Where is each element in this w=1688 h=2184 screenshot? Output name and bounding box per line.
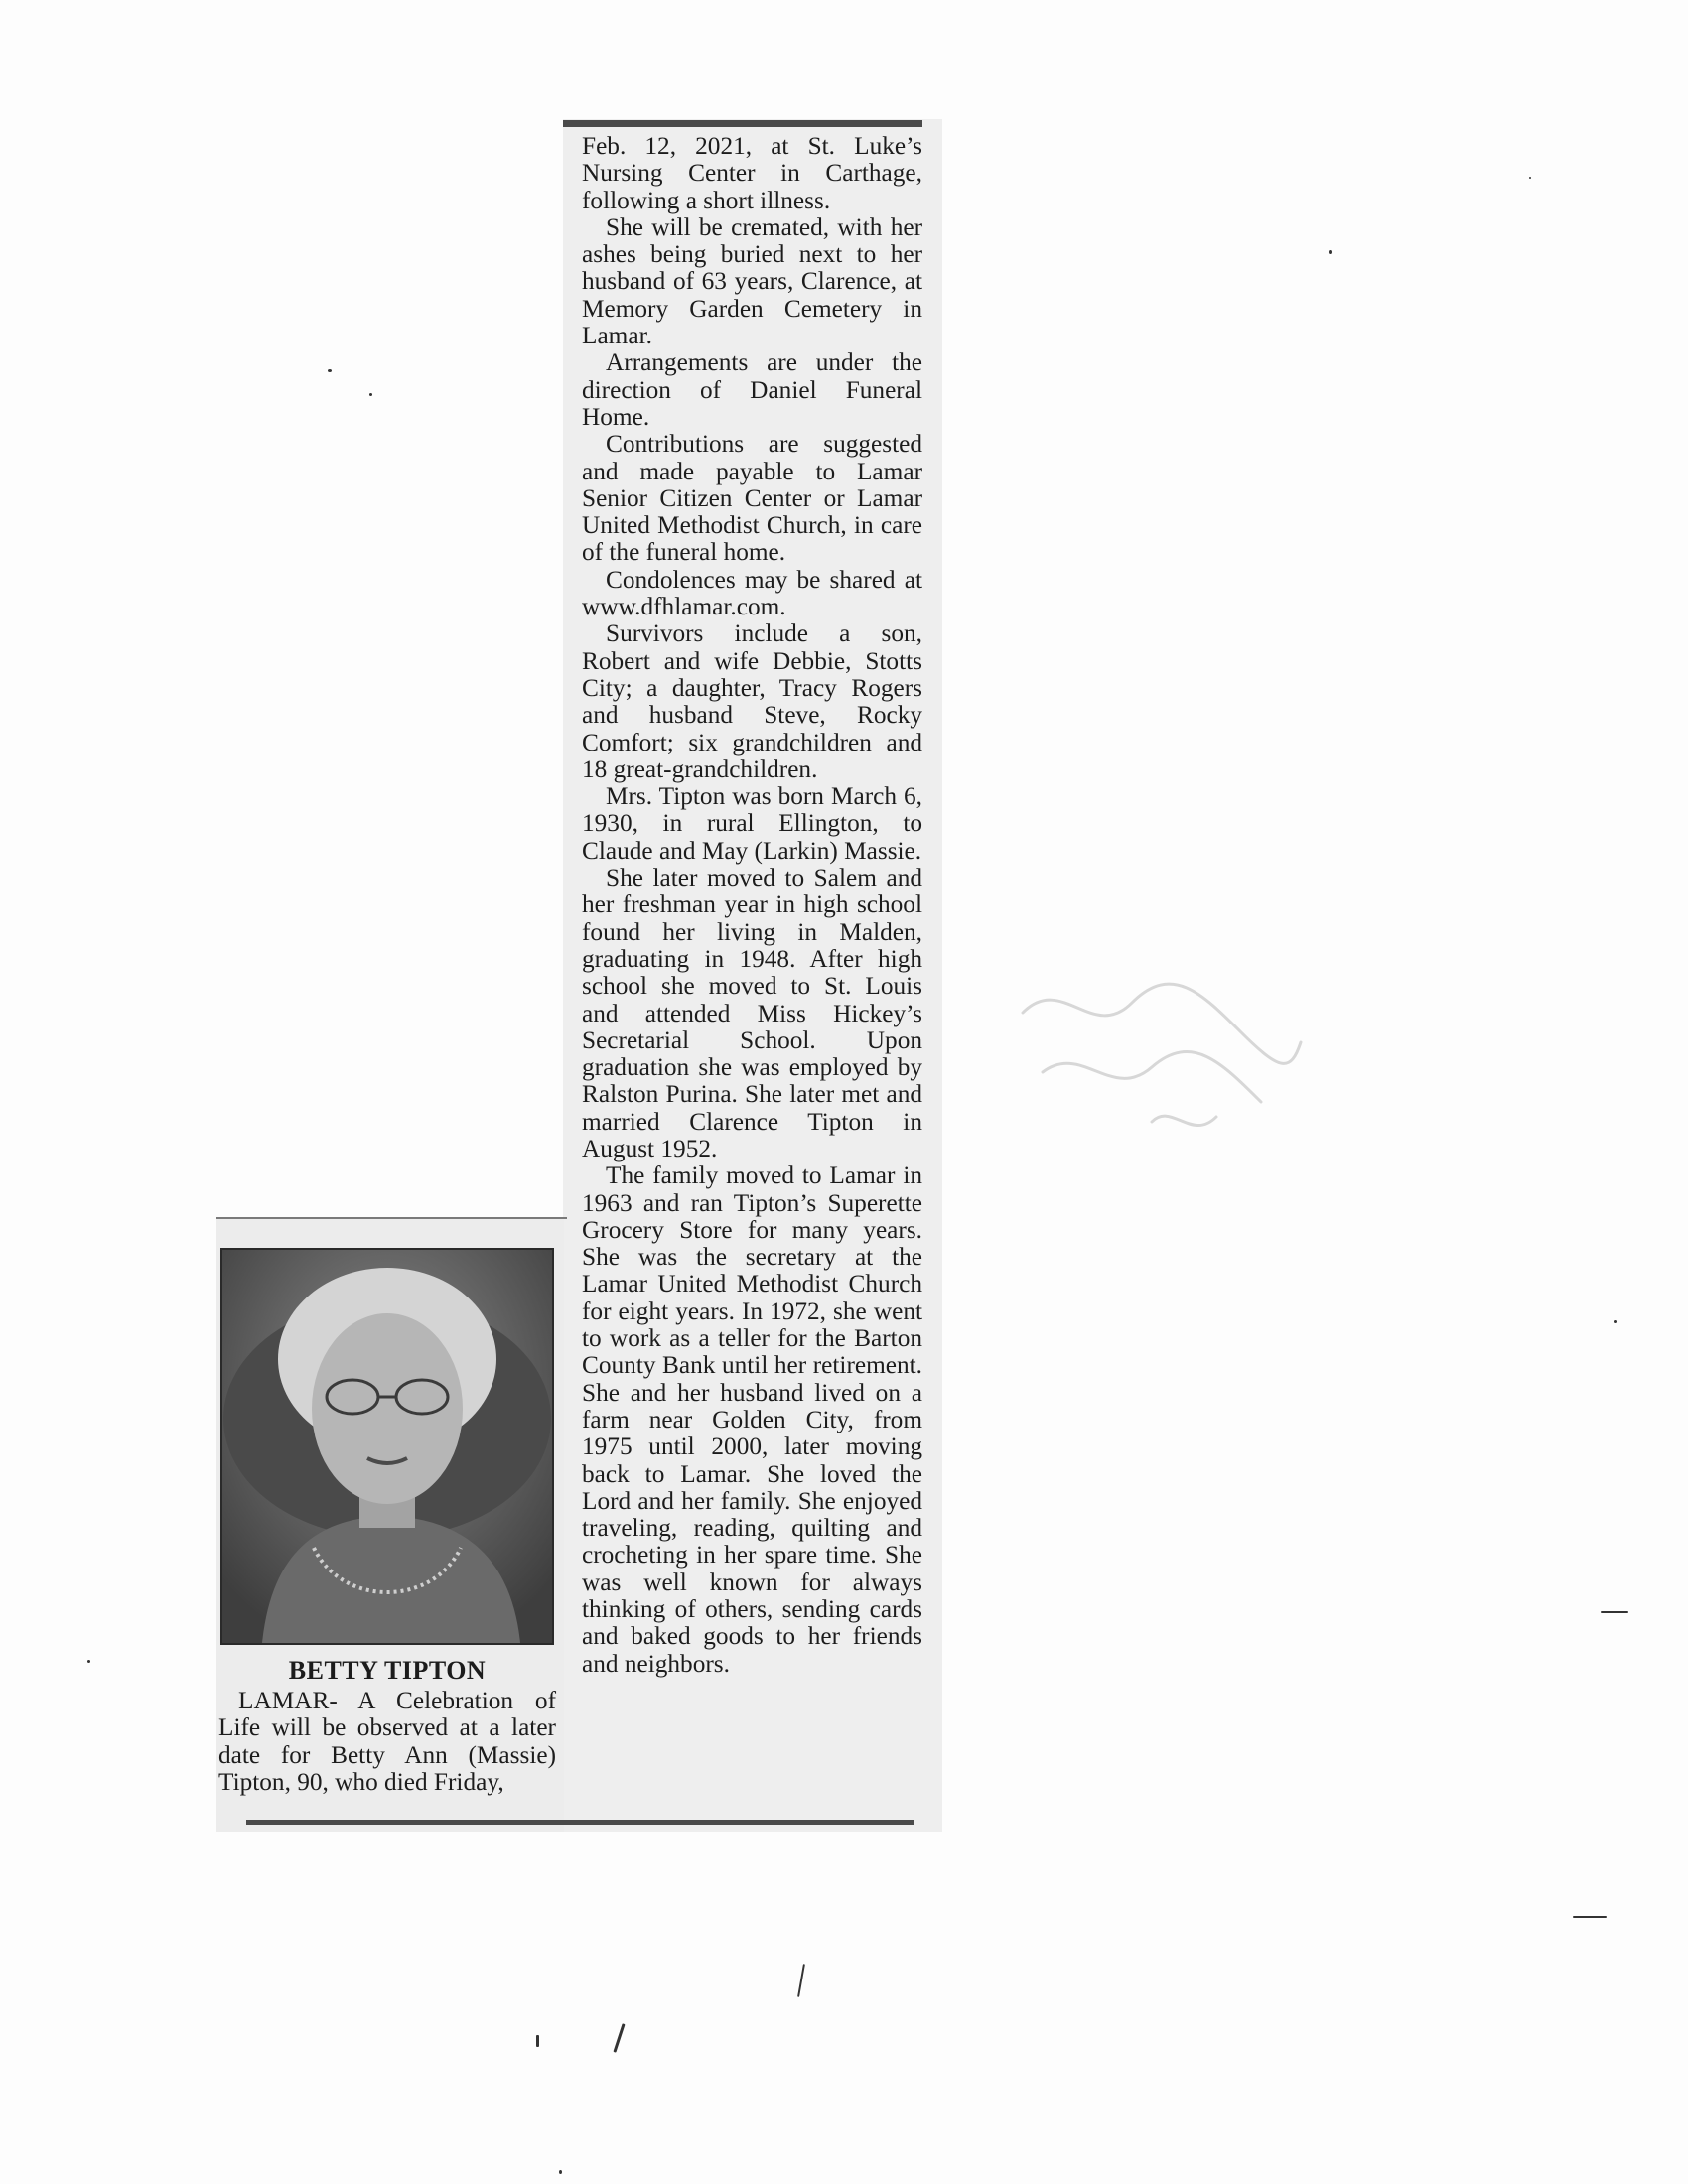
scan-speck — [1614, 1320, 1617, 1323]
obituary-paragraph: Survivors include a son, Robert and wife Debbie, Stotts City; a daughter, Tracy Rogers and husband Steve, Rocky Comfort; six grandchildren and 18 great-grandchildren. — [582, 619, 922, 783]
scan-speck — [87, 1660, 90, 1663]
obituary-paragraph: She later moved to Salem and her freshman year in high school found her living in Malden, graduating in 1948. After high school she moved to St. Louis and attended Miss Hickey’s Secretarial School. Upon graduation she was employed by Ralston Purina. She later met and married Clarence Tipton in August 1952. — [582, 864, 922, 1162]
obituary-paragraph: Condolences may be shared at www.dfhlamar.com. — [582, 565, 922, 621]
obituary-paragraph: Feb. 12, 2021, at St. Luke’s Nursing Center in Carthage, following a short illness. — [582, 132, 922, 214]
photo-top-rule — [216, 1217, 567, 1219]
portrait-icon — [222, 1250, 552, 1643]
portrait-photo — [220, 1248, 554, 1645]
scan-speck — [559, 2170, 562, 2174]
scan-speck — [536, 2035, 539, 2047]
scan-speck — [1601, 1611, 1628, 1613]
top-rule — [563, 120, 922, 127]
obituary-left-column — [218, 1688, 556, 1796]
scan-speck — [1529, 177, 1531, 179]
obituary-paragraph: Contributions are suggested and made payable to Lamar Senior Citizen Center or Lamar United Methodist Church, in care of the funeral home. — [582, 430, 922, 567]
bottom-rule — [246, 1820, 914, 1825]
handwritten-note — [1003, 953, 1311, 1152]
obituary-paragraph: She will be cremated, with her ashes being buried next to her husband of 63 years, Clarence, at Memory Garden Cemetery in Lamar. — [582, 212, 922, 350]
obituary-right-column — [582, 133, 922, 1678]
scan-speck — [1329, 250, 1332, 254]
scan-speck — [613, 2023, 625, 2052]
scan-speck — [328, 369, 332, 372]
obituary-paragraph: Mrs. Tipton was born March 6, 1930, in rural Ellington, to Claude and May (Larkin) Massie. — [582, 782, 922, 865]
scan-speck — [797, 1964, 805, 1997]
obituary-paragraph: LAMAR- A Celebration of Life will be observed at a later date for Betty Ann (Massie) Tipton, 90, who died Friday, — [218, 1687, 556, 1796]
obituary-paragraph: Arrangements are under the direction of Daniel Funeral Home. — [582, 348, 922, 431]
obituary-paragraph: The family moved to Lamar in 1963 and ran Tipton’s Superette Grocery Store for many years. She was the secretary at the Lamar United Methodist Church for eight years. In 1972, she went to work as a teller for the Barton County Bank until her retirement. She and her husband lived on a farm near Golden City, from 1975 until 2000, later moving back to Lamar. She loved the Lord and her family. She enjoyed traveling, reading, quilting and crocheting in her spare time. She was well known for always thinking of others, sending cards and baked goods to her friends and neighbors. — [582, 1161, 922, 1678]
scan-speck — [1573, 1916, 1607, 1918]
obituary-headline: BETTY TIPTON — [288, 1656, 487, 1685]
scan-speck — [369, 393, 372, 396]
